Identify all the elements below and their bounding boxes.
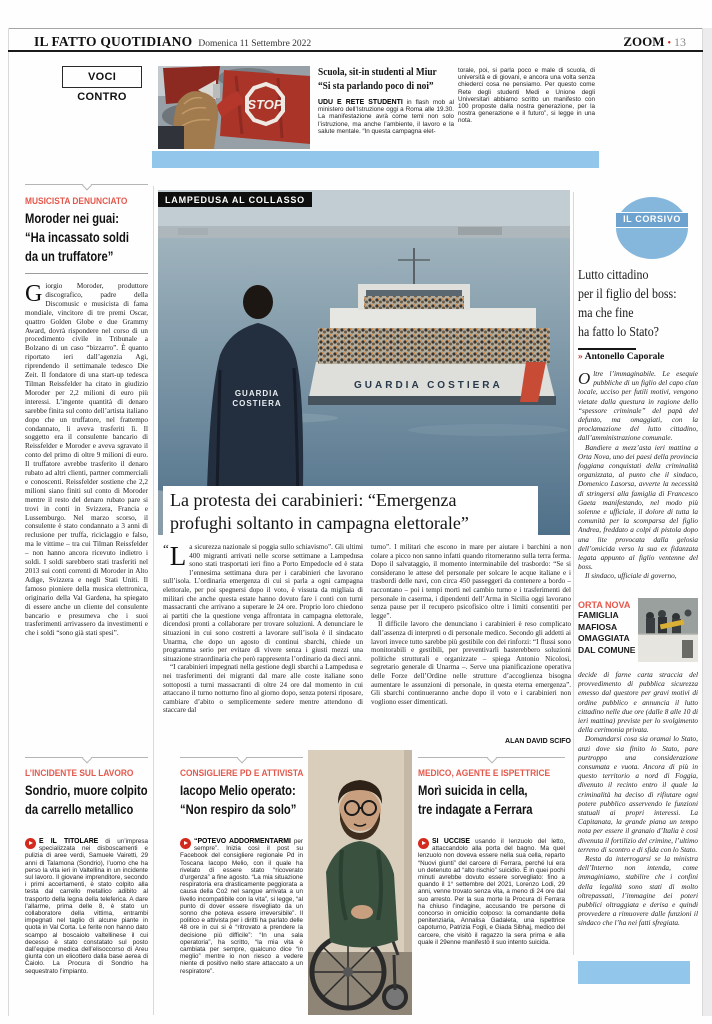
sondrio-kicker: L’INCIDENTE SUL LAVORO (25, 768, 134, 779)
jacket-text-line1: GUARDIA (234, 389, 280, 398)
stop-protest-illustration (158, 66, 310, 149)
section-divider-bar (152, 151, 599, 168)
play-bullet-icon (180, 838, 191, 849)
moroder-headline (25, 209, 155, 266)
page-edge-shade (703, 28, 712, 1016)
orta-nova-caption-line3: OMAGGIATA (578, 633, 630, 643)
lampedusa-paragraph-1 (163, 543, 363, 663)
lampedusa-col1-p2: “I carabinieri impegnati nella gestione degli sbarchi a Lampedusa e nei trasferimenti dei migranti dal mare alle coste italiane sono sottoposti a turni massacranti di oltre 24 ore dal momento in cui attaccano il turno notturno fino al giorno dopo, senza potersi riposare, cambiare d’abito o semplicemente sedere mentre attendono di staccare dal (163, 663, 363, 715)
orta-nova-kicker: ORTA NOVA (578, 600, 631, 610)
ferrara-lead: SI UCCISE (432, 838, 470, 845)
melio-headline (180, 781, 325, 819)
corsivo-headline-line2: per il figlio del boss: (578, 287, 677, 302)
scuola-body-col2 (458, 67, 595, 147)
moroder-body (25, 282, 148, 744)
corsivo-dropcap: O (578, 369, 591, 388)
voci-contro-label: VOCI CONTRO (77, 71, 127, 103)
scuola-body-text-2: torale, poi, si parla poco e male di scuola, di università e di giovani, e ancora una volta senza chiederci cosa ne pensiamo. Per questo come Rete degli studenti Medi e Unione degli Universitari abbiamo scritto un manifesto con 100 proposte dalla nostra generazione, per la nostra generazione e il futuro”, si legge in una nota. (458, 67, 595, 125)
melio-portrait-illustration (308, 750, 412, 1015)
byline-chevron-icon: » (578, 352, 583, 362)
lampedusa-headline-box (163, 486, 538, 535)
orta-nova-inset (578, 600, 635, 656)
corsivo-body-top (578, 369, 698, 595)
corsivo-body-bottom (578, 670, 698, 958)
orta-nova-caption-line1: FAMIGLIA (578, 610, 619, 620)
corsivo-badge: IL CORSIVO (616, 212, 688, 228)
page-frame-left (8, 28, 9, 1016)
melio-body (180, 838, 303, 1014)
corsivo-p6: Resta da interrogarsi se la ministra dell’Interno non intenda, come immaginiamo, stabilire che i confini della legalità sono stati di molto oltrepassati, l’immagine dei poteri pubblici oltraggiata e derisa e quindi provvedere a rimuovere dalle funzioni il sindaco che l’ha nei fatti sfregiata. (578, 854, 698, 928)
scuola-protest-photo (158, 66, 310, 149)
corsivo-p4: decide di farne carta straccia del provvedimento di pubblica sicurezza emesso dal questore per gravi motivi di ordine pubblico e annuncia il lutto cittadino nelle due ore (dalle 8 alle 10 di ieri mattina) previste per lo svolgimento della cerimonia privata. (578, 670, 698, 735)
corsivo-byline (578, 352, 664, 362)
corsivo-headline-line1: Lutto cittadino (578, 268, 649, 283)
ship-name-text: GUARDIA COSTIERA (354, 380, 503, 391)
ferrara-body (418, 838, 565, 993)
melio-lead: “POTEVO ADDORMENTARMI (194, 838, 291, 845)
column-separator-right (573, 192, 574, 955)
byline-rule (578, 348, 636, 350)
moroder-kicker: MUSICISTA DENUNCIATO (25, 196, 128, 207)
article-divider (418, 757, 565, 758)
edition-date: Domenica 11 Settembre 2022 (198, 39, 312, 49)
corsivo-footer-bar (578, 961, 690, 984)
ferrara-kicker: MEDICO, AGENTE E ISPETTRICE (418, 768, 551, 779)
lampedusa-byline: ALAN DAVID SCIFO (505, 738, 571, 745)
article-divider (25, 184, 148, 185)
divider-notch-icon (82, 753, 92, 763)
moroder-headline-line2: “Ha incassato soldi (25, 229, 129, 245)
melio-headline-line1: Iacopo Melio operato: (180, 782, 296, 798)
lampedusa-body-col1 (163, 543, 363, 746)
lampedusa-col1-p1: a sicurezza nazionale si poggia sullo schiavismo”. Gli ultimi 400 migranti arrivati nelle scorse settimane a Lampedusa sono stati trasportati ieri fino a Porto Empedocle ed è stata l’ennesima settimana dura per i carabinieri che lavorano sull’isola. L’ordinaria emergenza di cui si parla a ogni campagna elettorale, per poi spegnersi dopo il voto, è vissuta da migliaia di militari che anche questa estate hanno dovuto fare i conti con turni massacranti che arrivano a superare le 24 ore. Proprio loro chiedono ai partiti che la questione venga affrontata in campagna elettorale, dicendosi pronti a collaborare per trovare soluzioni. A denunciare le situazioni in cui sono costretti a lavorare sull’isola è il sindacato Unarma, che dopo un agosto di continui sbarchi, chiede un programma serio per evitare di vivere senza i giusti mezzi una situazione straordinaria che però rappresenta l’ordinario da dieci anni. (163, 543, 363, 663)
section-pagination (540, 33, 686, 51)
photo-label: LAMPEDUSA AL COLLASSO (158, 192, 312, 207)
melio-kicker: CONSIGLIERE PD E ATTIVISTA (180, 768, 304, 779)
page-number: 13 (674, 35, 686, 49)
moroder-body-text: iorgio Moroder, produttore discografico, padre della Discomusic e musicista di fama mondiale, vincitore di tre premi Oscar, quattro Golden Globe e due Grammy Award, dovrà rispondere nel corso di un procedimento civile in Tribunale a Bolzano di un caso “bizzarro”. È quanto riportato ieri dall’agenzia Agi, riprendendo il settimanale tedesco Die Zeit. Il fondatore di una start-up tedesca Tilman Reissfelder ha citato in giudizio Moroder per 2,2 milioni di euro più interessi. L’ingente quantità di denaro sarebbe finita sul conto dell’artista italiano dopo che un truffatore, nel frattempo condannato, li aveva trasferiti lì. Il soggetto era il consulente bancario di Reissfelder e Moroder e aveva sgravato il conto del primo di oltre 9 milioni di euro. Il truffatore avrebbe trasferito il denaro rubato ad altri clienti, partner commerciali e conoscenti. Reissfelder sostiene che 2,2 milioni siano finiti sul conto di Moroder mentre il resto del denaro rubato pare si trovi in conti in Svizzera, Francia e Lussemburgo. Nel marzo scorso, il consulente è stato condannato a 3 anni di reclusione per truffa, riciclaggio e falso, ma le vittime – tra cui Tilman Reissfelder – non hanno ancora ricevuto indietro i soldi. I soldi sarebbero stati trasferiti nel 2013 sui conti correnti di Moroder in Alto Adige, Svizzera e negli Stati Uniti. Il famoso pioniere della musica elettronica, originario della Val Gardena, ha spiegato di essere anche un cliente del consulente bancario e presumeva che i suoi trasferimenti arrivassero da investimenti e che i soldi “sono già stati spesi”. (25, 282, 148, 638)
lampedusa-headline-line1: La protesta dei carabinieri: “Emergenza (170, 490, 457, 510)
corsivo-p5: Domandarsi cosa sia oramai lo Stato, anzi dove sia finito lo Stato, pare purtroppo una considerazione consumata e vuota. Ancora di più in questo territorio a nord di Foggia, divenuto il recinto entro il quale la criminalità ha deciso di rifiutare ogni potere pubblico asservendo le funzioni statuali ai propri interessi. La Capitanata, la grande piana un tempo nota per essere il granaio d’Italia è così divenuta il fortilizio del crimine, l’ultimo terreno di scontro e di sfida con lo Stato. (578, 734, 698, 854)
orta-nova-photo (638, 598, 698, 662)
lampedusa-headline-line2: profughi soltanto in campagna elettorale” (170, 512, 469, 533)
lampedusa-body-col2 (371, 543, 571, 737)
moroder-headline-line3: da un truffatore” (25, 248, 114, 264)
sondrio-headline-line2: da carrello metallico (25, 801, 134, 817)
lampedusa-photo (158, 190, 570, 535)
orta-nova-street-illustration (638, 598, 698, 662)
open-quote: “ (163, 543, 169, 556)
sondrio-lead: È IL TITOLARE (39, 838, 99, 845)
scuola-body-text-1: in flash mob al ministero dell’Istruzione oggi a Roma alle 19.30. La manifestazione avrà come temi non solo l’istruzione, ma anche l’ambiente, il lavoro e la salute mentale. “In questa campagna elet- (318, 99, 454, 135)
scuola-headline-line2: “Si sta parlando poco di noi” (318, 79, 434, 92)
scuola-headline-line1: Scuola, sit-in studenti al Miur (318, 66, 437, 78)
corsivo-p1: ltre l’immaginabile. Le esequie pubbliche di un figlio del capo clan locale, ucciso per futili motivi, vengono vietate dalla questura in ragione dello “spessore criminale” del papà del defunto, ma omaggiati, con la proclamazione del lutto cittadino, dall’amministrazione comunale. (578, 369, 698, 443)
article-divider (180, 757, 303, 758)
article-divider (25, 757, 148, 758)
lampedusa-col2-p2: Il difficile lavoro che denunciano i carabinieri è reso complicato dall’assenza di interpreti o di personale medico. Secondo gli addetti ai lavori invece tutto sarebbe più gestibile con dei rinforzi: “I flussi sono monitorabili e gestibili, per preventivarli basterebbero soluzioni politiche strutturali e organizzate – spiega Antonio Nicolosi, segretario generale di Unarma –. Serve una pianificazione operativa delle Forze dell’Ordine nelle strutture d’accoglienza bisogna aumentare le assunzioni di personale, in questa eterna emergenza”. Gli sbarchi continueranno anche dopo il voto e i carabinieri non vogliono esser dimenticati. (371, 620, 571, 706)
corsivo-paragraph-1 (578, 369, 698, 443)
corsivo-author: Antonello Caporale (584, 352, 665, 362)
play-bullet-icon (418, 838, 429, 849)
ferrara-headline-line2: tre indagate a Ferrara (418, 801, 533, 817)
corsivo-p2: Bandiere a mezz’asta ieri mattina a Orta Nova, uno dei paesi della provincia foggiana conquistati della criminalità organizzata, al punto che il sindaco, Domenico Lasorsa, avverte la necessità di stringersi alla famiglia di Francesco Gaeta manifestando, nel modo più solenne e ufficiale, il dolore di tutta la comunità per la scomparsa del figlio Andrea, freddato a colpi di pistola dopo una lite provocata dalla gelosia dell’omicida verso la sua ex fidanzata legata appunto al figlio ventenne del boss. (578, 442, 698, 572)
section-bullet: • (667, 38, 671, 49)
melio-headline-line2: “Non respiro da solo” (180, 801, 297, 817)
section-name: ZOOM (623, 34, 665, 49)
divider-notch-icon (82, 180, 92, 190)
sondrio-body (25, 838, 148, 1014)
ferrara-body-text: usando il lenzuolo del letto, attaccandolo alla porta del bagno. Ma quel lenzuolo non doveva essere nella sua cella, reparto “Nuovi giunti” del carcere di Ferrara, perché lui era un detenuto ad “alto rischio” suicidio. E in quei pochi minuti avrebbe dovuto essere sorvegliato: fino a quando il 1° settembre del 2021, Lorenzo Lodi, 29 anni, venne trovato senza vita, a meno di 24 ore dal suo arresto. Per la sua morte la Procura di Ferrara ha chiuso l’indagine, accusando tre persone di concorso in omicidio colposo: la comandante della penitenziaria, Annalisa Gadaleta, una ispettrice capoturno, Patrizia Fogli, e Giada Sibhaj, medico del carcere, che visitò il ragazzo la sera prima e alla quale il 29enne manifestò il suo intento suicida. (418, 838, 565, 946)
moroder-headline-line1: Moroder nei guai: (25, 210, 119, 226)
corsivo-p3: Il sindaco, ufficiale di governo, (585, 571, 677, 581)
lampedusa-paragraph-3 (371, 543, 571, 620)
sondrio-body-text: di un’impresa specializzata nei disboscamenti e pulizia di aree verdi, Samuele Vairetti, 29 anni di Talamona (Sondrio), l’uomo che ha perso la vita ieri in Valtellina in un incidente sul lavoro. Il giovane imprenditore, secondo i primi accertamenti, è stato colpito alla testa dal carrello metallico adibito al trasporto della legna della teleferica. A dare l’allarme, prima delle 8, è stato un collaboratore della vittima, entrambi impegnati nel taglio di alcune piante in quota in Val Corta. Le ferite non hanno dato scampo al boscaiolo valtellinese il cui decesso è stato constatato sul posto dall’equipe medica dell’elisoccorso di Areu giunta con un elicottero dalla base aerea di Caiolo. La Procura di Sondrio ha sequestrato l’impianto. (25, 838, 148, 975)
voci-contro-box (62, 66, 142, 103)
headline-rule (25, 273, 148, 274)
column-separator-left (153, 186, 154, 1015)
coast-guard-ship-illustration (158, 190, 570, 535)
corsivo-headline-line3: ma che fine (578, 306, 634, 321)
ferrara-headline (418, 781, 561, 819)
masthead: IL FATTO QUOTIDIANO (34, 34, 193, 49)
corsivo-paragraph-4 (578, 670, 698, 734)
corsivo-headline-line4: ha fatto lo Stato? (578, 325, 659, 340)
stop-sign-text: STOP (247, 97, 283, 112)
corsivo-paragraph-2 (578, 443, 698, 572)
corsivo-headline (578, 266, 712, 342)
lampedusa-col2-p1: turno”. I militari che escono in mare per aiutare i barchini a non colare a picco non sanno infatti quando ritorneranno sulla terra ferma. Dopo il salvataggio, il momento interminabile del trasbordo: “Se si considerano le attese del personale per solcare le acque italiane e i trasbordi delle navi, con circa 450 passeggeri da contenere a bordo – raccontano – poi i tempi morti nel cambio turno e i trasferimenti del personale in caserma, i dipendenti dell’Arma in Sicilia oggi lavorano senza pause per il recupero psicofisico oltre i limiti consentiti per legge”. (371, 543, 571, 620)
scuola-body-col1 (318, 99, 454, 147)
orta-nova-caption-line4: DAL COMUNE (578, 644, 636, 655)
play-bullet-icon (25, 838, 36, 849)
sondrio-headline-line1: Sondrio, muore colpito (25, 782, 148, 798)
sondrio-headline (25, 781, 178, 819)
page-frame-top (8, 28, 703, 29)
lampedusa-paragraph-2 (163, 663, 363, 715)
corsivo-paragraph-5 (578, 734, 698, 854)
divider-notch-icon (487, 753, 497, 763)
corsivo-badge-circle (616, 197, 688, 259)
lampedusa-paragraph-4 (371, 620, 571, 706)
melio-body-text: per sempre”. Inizia così il post su Facebook del consigliere regionale Pd in Toscana Iacopo Melio, con il quale ha rivelato di essere stato “ricoverato d’urgenza” a fine agosto. “La mia situazione respiratoria era drasticamente peggiorata a causa della Co2 nel sangue arrivata a un livello incompatibile con la vita”, si legge, “al punto di dover essere risvegliato da un sonno che poteva essere irreversibile”. Il politico e attivista per i diritti ha parlato delle 48 ore in cui si è “ritrovato a prendere la decisione più difficile”: “In una sala operatoria”, ha scritto, “la mia vita è cambiata per sempre, qualcuno dice “in meglio” mentre io non riesco a vedere niente di positivo nello stare attaccato a un respiratore”. (180, 838, 303, 975)
corsivo-paragraph-6 (578, 854, 698, 928)
moroder-dropcap: G (25, 282, 43, 307)
lampedusa-dropcap: L (169, 543, 187, 571)
melio-portrait-photo (308, 750, 412, 1015)
page-header (34, 33, 311, 51)
orta-nova-caption-line2: MAFIOSA (578, 621, 618, 632)
jacket-text-line2: COSTIERA (232, 399, 282, 408)
header-rule (8, 50, 703, 52)
divider-notch-icon (237, 753, 247, 763)
ferrara-headline-line1: Morì suicida in cella, (418, 782, 528, 798)
corsivo-paragraph-3 (578, 571, 698, 580)
scuola-lead: UDU E RETE STUDENTI (318, 99, 403, 106)
